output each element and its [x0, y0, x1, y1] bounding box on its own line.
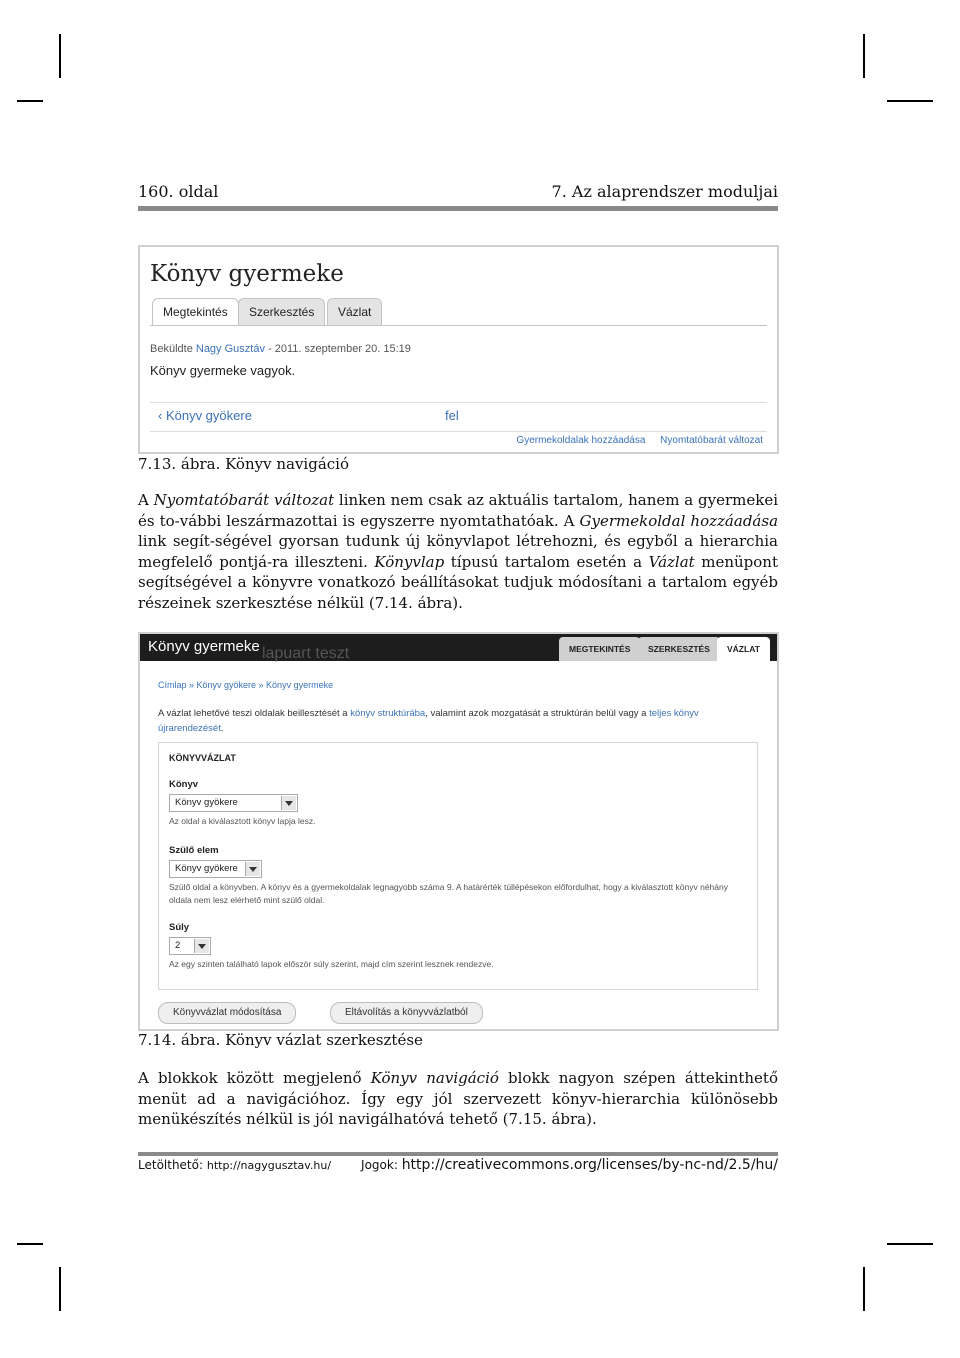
node-title: Könyv gyermeke	[148, 638, 260, 655]
book-select[interactable]: Könyv gyökere	[169, 794, 298, 812]
remove-from-outline-button[interactable]: Eltávolítás a könyvvázlatból	[330, 1002, 483, 1024]
crop-mark	[887, 100, 933, 102]
chapter-title: 7. Az alaprendszer moduljai	[551, 182, 778, 201]
paragraph: A blokkok között megjelenő Könyv navigáció blokk nagyon szépen áttekinthető menüt ad a navigációhoz. Így egy jól szervezett könyv-hierarchia különösebb menükészítés nélkül is jól navigálhatóvá tehető (7.15. ábra).	[138, 1069, 778, 1128]
author-link[interactable]: Nagy Gusztáv	[195, 343, 265, 355]
crop-mark	[59, 34, 61, 78]
book-outline-fieldset	[158, 742, 758, 990]
printer-friendly-link[interactable]: Nyomtatóbarát változat	[660, 435, 763, 446]
weight-description: Az egy szinten található lapok először súly szerint, majd cím szerint lesznek rendezve.	[169, 959, 494, 969]
crop-mark	[863, 34, 865, 78]
footer-rule	[138, 1152, 778, 1156]
node-title: Könyv gyermeke	[150, 261, 344, 287]
book-navigation	[150, 402, 767, 432]
book-label: Könyv	[169, 779, 199, 790]
outline-info: A vázlat lehetővé teszi oldalak beillesztését a könyv struktúrába, valamint azok mozgatását a struktúrán belül vagy a teljes könyv újrarendezését.	[158, 708, 699, 734]
crop-mark	[887, 1243, 933, 1245]
chevron-down-icon	[194, 939, 209, 953]
nav-previous-link[interactable]: ‹ Könyv gyökere	[158, 408, 252, 423]
crop-mark	[17, 1243, 43, 1245]
parent-select[interactable]: Könyv gyökere	[169, 860, 262, 878]
node-links	[504, 435, 763, 446]
tab-outline[interactable]: VÁZLAT	[717, 637, 770, 661]
breadcrumb[interactable]: Címlap » Könyv gyökere » Könyv gyermeke	[158, 680, 334, 690]
page-number: 160. oldal	[138, 182, 219, 201]
nav-up-link[interactable]: fel	[445, 408, 459, 423]
weight-select[interactable]: 2	[169, 937, 211, 955]
tab-view[interactable]: Megtekintés	[152, 298, 239, 325]
download-info: Letölthető: http://nagygusztav.hu/	[138, 1158, 332, 1172]
tab-edit[interactable]: Szerkesztés	[238, 298, 325, 325]
title-bar	[140, 634, 777, 661]
running-head	[138, 182, 778, 210]
figure-caption-7-14: 7.14. ábra. Könyv vázlat szerkesztése	[138, 1031, 423, 1049]
license-url[interactable]: http://creativecommons.org/licenses/by-nc-nd/2.5/hu/	[401, 1157, 778, 1173]
license-info: Jogok: http://creativecommons.org/licenses/by-nc-nd/2.5/hu/	[361, 1157, 778, 1173]
add-child-page-link[interactable]: Gyermekoldalak hozzáadása	[516, 435, 646, 446]
crop-mark	[863, 1267, 865, 1311]
figure-caption-7-13: 7.13. ábra. Könyv navigáció	[138, 455, 349, 473]
fieldset-legend: KÖNYVVÁZLAT	[169, 753, 236, 763]
tab-divider	[150, 325, 767, 326]
chevron-down-icon	[281, 796, 296, 810]
page-footer	[138, 1157, 778, 1179]
book-description: Az oldal a kiválasztott könyv lapja lesz.	[169, 816, 316, 826]
paragraph: A Nyomtatóbarát változat linken nem csak az aktuális tartalom, hanem a gyermekei és to-vábbi leszármazottai is egyszerre nyomtathatóak. A Gyermekoldal hozzáadása link segít-ségével gyorsan tudunk új könyvlapot létrehozni, és egyből a hierarchia megfelelő pontjá-ra illeszteni. Könyvlap típusú tartalom esetén a Vázlat menüpont segítségével a könyvre vonatkozó beállításokat tudjuk módosítani a tartalom egyéb részeinek szerkesztése nélkül (7.14. ábra).	[138, 491, 779, 612]
chevron-down-icon	[245, 862, 260, 876]
parent-label: Szülő elem	[169, 845, 219, 856]
tab-edit[interactable]: SZERKESZTÉS	[638, 637, 720, 661]
tab-outline[interactable]: Vázlat	[327, 298, 382, 325]
tab-view[interactable]: MEGTEKINTÉS	[559, 637, 640, 661]
crop-mark	[17, 100, 43, 102]
weight-label: Súly	[169, 922, 190, 933]
download-url[interactable]: http://nagygusztav.hu/	[206, 1159, 332, 1172]
node-body: Könyv gyermeke vagyok.	[150, 363, 296, 378]
submitted-info: Beküldte Nagy Gusztáv - 2011. szeptember 20. 15:19	[150, 343, 411, 355]
parent-description: Szülő oldal a könyvben. A könyv és a gyermekoldalak legnagyobb száma 9. A határérték túllépésekon előfordulhat, hogy a kiválasztott könyv néhány oldala nem lesz elérhető mint szülő oldal.	[169, 882, 728, 905]
figure-book-navigation	[138, 245, 779, 454]
crop-mark	[59, 1267, 61, 1311]
book-structure-link[interactable]: könyv struktúrába	[350, 708, 426, 719]
figure-book-outline	[138, 632, 779, 1031]
reorder-book-link[interactable]: teljes könyv újrarendezését	[158, 708, 699, 734]
header-rule	[138, 206, 778, 211]
update-outline-button[interactable]: Könyvvázlat módosítása	[158, 1002, 296, 1024]
ghost-text: lapuart teszt	[262, 645, 350, 662]
